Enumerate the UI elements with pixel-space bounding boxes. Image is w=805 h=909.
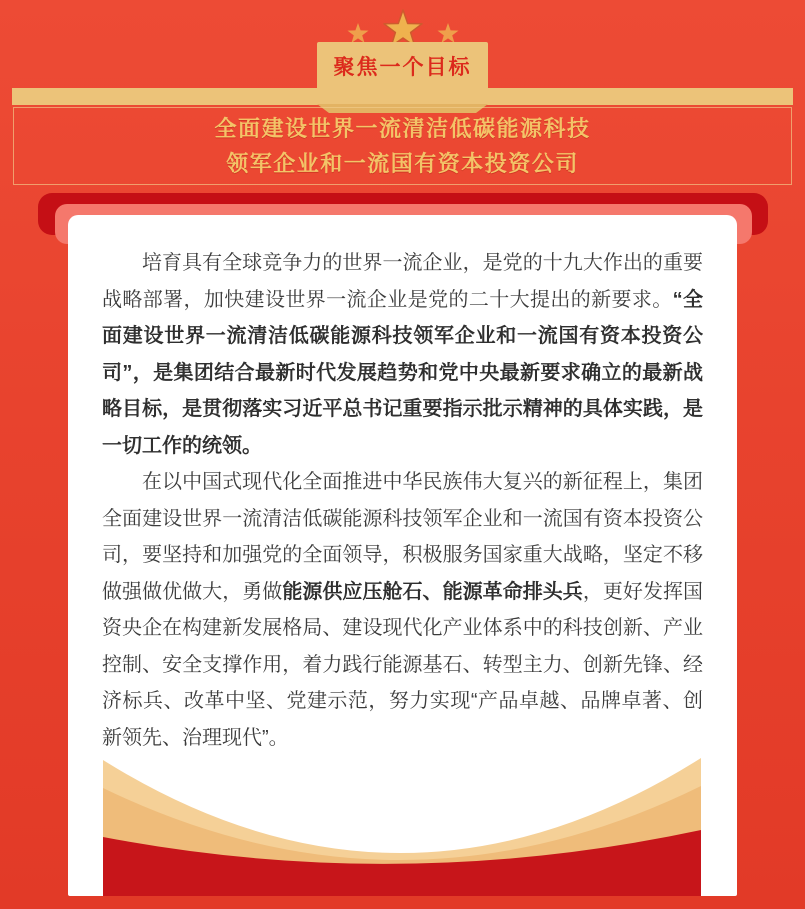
paragraph-1-normal-text: 培育具有全球竞争力的世界一流企业，是党的十九大作出的重要战略部署，加快建设世界一流企业是党的二十大提出的新要求。 (102, 252, 703, 311)
paragraph-2-bold-text: 能源供应压舱石、能源革命排头兵 (282, 580, 583, 603)
left-star-icon (347, 23, 368, 43)
right-star-icon (437, 23, 458, 43)
headline-line-1: 全面建设世界一流清洁低碳能源科技 (214, 115, 591, 141)
content-card (68, 215, 737, 896)
headline-line-2: 领军企业和一流国有资本投资公司 (226, 150, 579, 176)
gold-divider-bar (12, 88, 793, 105)
paragraph-1-bold-text: “全面建设世界一流清洁低碳能源科技领军企业和一流国有资本投资公司”，是集团结合最新时代发展趋势和党中央最新要求确立的最新战略目标，是贯彻落实习近平总书记重要指示批示精神的具体实践，是一切工作的统领。 (102, 288, 704, 457)
paragraph-1 (102, 245, 703, 464)
article-body (68, 215, 737, 756)
paragraph-2-trail-text: ，更好发挥国资央企在构建新发展格局、建设现代化产业体系中的科技创新、产业控制、安全支撑作用，着力践行能源基石、转型主力、创新先锋、经济标兵、改革中坚、党建示范，努力实现“产品卓越、品牌卓著、创新领先、治理现代”。 (102, 580, 704, 749)
paragraph-2 (102, 464, 703, 756)
section-banner-label: 聚焦一个目标 (333, 55, 472, 79)
paragraph-2-lead-text: 在以中国式现代化全面推进中华民族伟大复兴的新征程上，集团全面建设世界一流清洁低碳能源科技领军企业和一流国有资本投资公司，要坚持和加强党的全面领导，积极服务国家重大战略，坚定不移做强做优做大，勇做 (102, 471, 703, 603)
swoosh-curves (103, 758, 701, 896)
section-banner (317, 42, 488, 89)
headline-box (13, 107, 792, 185)
bottom-swoosh-decoration (103, 758, 701, 896)
center-star-icon (384, 10, 422, 46)
